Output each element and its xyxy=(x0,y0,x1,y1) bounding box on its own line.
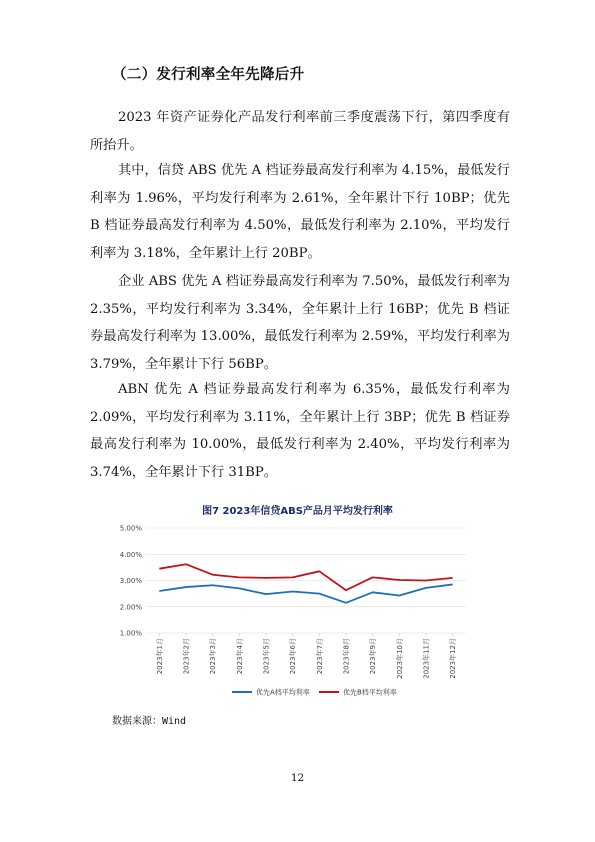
paragraph-intro: 2023 年资产证券化产品发行利率前三季度震荡下行，第四季度有所抬升。 xyxy=(90,110,510,153)
paragraph-abn: ABN 优先 A 档证券最高发行利率为 6.35%，最低发行利率为 2.09%，平均发行利率为 3.11%，全年累计上行 3BP；优先 B 档证券最高发行利率为 10.00%，最低发行利率为 2.40%，平均发行利率为 3.74%，全年累计下行 31BP。 xyxy=(90,382,510,480)
y-tick-label: 2.00% xyxy=(119,603,142,612)
chart-svg xyxy=(96,515,500,705)
y-tick-label: 5.00% xyxy=(119,524,142,533)
x-tick-label: 2023年2月 xyxy=(182,638,191,675)
paragraph-corporate-abs: 企业 ABS 优先 A 档证券最高发行利率为 7.50%，最低发行利率为 2.35%，平均发行利率为 3.34%，全年累计上行 16BP；优先 B 档证券最高发行利率为 13.00%，最低发行利率为 2.59%，平均发行利率为 3.79%，全年累计下行 56BP。 xyxy=(90,274,510,372)
y-tick-label: 3.00% xyxy=(119,577,142,585)
line-chart xyxy=(96,515,500,705)
data-source-note: 数据来源：Wind xyxy=(112,716,187,727)
y-tick-label: 1.00% xyxy=(119,629,142,638)
legend-label: 优先A档平均利率 xyxy=(256,688,310,697)
x-tick-label: 2023年8月 xyxy=(342,638,351,675)
x-tick-label: 2023年1月 xyxy=(155,638,164,675)
legend-label: 优先B档平均利率 xyxy=(343,688,397,697)
x-tick-label: 2023年9月 xyxy=(369,638,378,675)
y-tick-label: 4.00% xyxy=(119,550,142,559)
series-a-line xyxy=(159,584,452,602)
x-tick-label: 2023年10月 xyxy=(395,638,404,679)
paragraph-credit-abs: 其中，信贷 ABS 优先 A 档证券最高发行利率为 4.15%，最低发行利率为 1.96%，平均发行利率为 2.61%，全年累计下行 10BP；优先 B 档证券最高发行利率为 4.50%，最低发行利率为 2.10%，平均发行利率为 3.18%，全年累计上行 20BP。 xyxy=(90,163,510,261)
x-tick-label: 2023年4月 xyxy=(235,638,244,675)
x-tick-label: 2023年5月 xyxy=(262,638,271,675)
x-tick-label: 2023年3月 xyxy=(209,638,218,675)
page-number: 12 xyxy=(290,772,305,784)
x-tick-label: 2023年12月 xyxy=(449,638,458,679)
x-tick-label: 2023年7月 xyxy=(315,638,324,675)
chart-title: 图7 2023年信贷ABS产品月平均发行利率 xyxy=(202,506,393,517)
section-heading: （二）发行利率全年先降后升 xyxy=(112,66,305,83)
x-tick-label: 2023年11月 xyxy=(422,638,431,679)
x-tick-label: 2023年6月 xyxy=(289,638,298,675)
